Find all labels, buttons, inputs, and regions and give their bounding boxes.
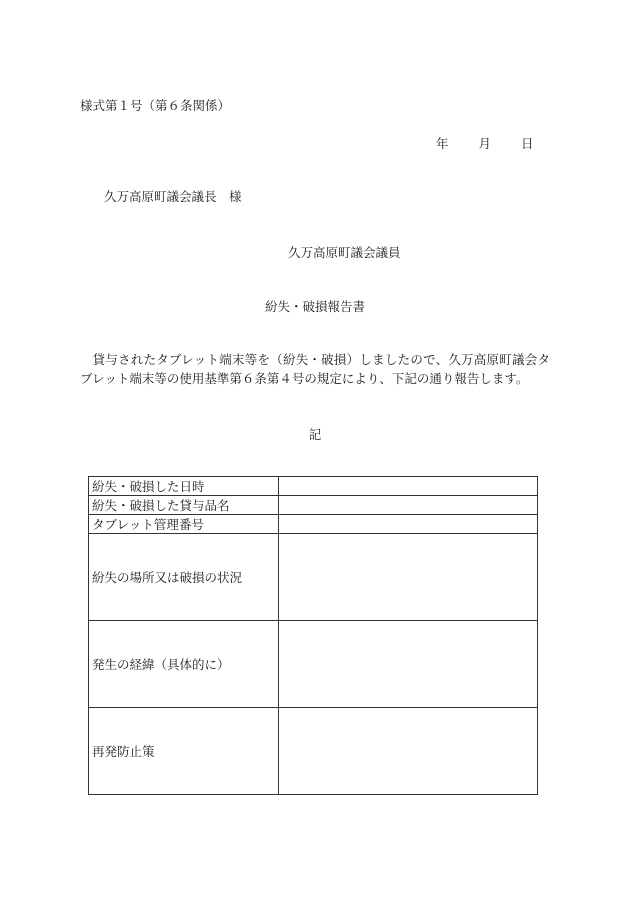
date-month-label: 月 [478, 136, 492, 151]
table-row [89, 621, 538, 708]
row-value-management-number[interactable] [279, 515, 538, 534]
row-label-management-number: タブレット管理番号 [89, 515, 279, 534]
date-day-label: 日 [521, 136, 534, 151]
row-label-prevention: 再発防止策 [89, 708, 279, 795]
table-row [89, 477, 538, 496]
table-row [89, 708, 538, 795]
document-title: 紛失・破損報告書 [264, 299, 365, 314]
row-value-datetime[interactable] [279, 477, 538, 496]
date-year-label: 年 [436, 136, 449, 151]
row-value-location-status[interactable] [279, 534, 538, 621]
addressee: 久万高原町議会議長 様 [104, 189, 242, 204]
date-line [436, 134, 534, 152]
report-table [88, 476, 538, 795]
ki-heading: 記 [308, 427, 322, 442]
row-value-item-name[interactable] [279, 496, 538, 515]
body-paragraph: 貸与されたタブレット端末等を（紛失・破損）しましたので、久万高原町議会タブレット端末等の使用基準第６条第４号の規定により、下記の通り報告します。 [80, 352, 550, 386]
row-label-location-status: 紛失の場所又は破損の状況 [89, 534, 279, 621]
table-row [89, 534, 538, 621]
row-value-prevention[interactable] [279, 708, 538, 795]
reporter: 久万高原町議会議員 [288, 245, 401, 260]
row-label-datetime: 紛失・破損した日時 [89, 477, 279, 496]
row-label-item-name: 紛失・破損した貸与品名 [89, 496, 279, 515]
table-row [89, 515, 538, 534]
table-row [89, 496, 538, 515]
row-label-circumstances: 発生の経緯（具体的に） [89, 621, 279, 708]
form-number: 様式第１号（第６条関係） [80, 98, 231, 113]
row-value-circumstances[interactable] [279, 621, 538, 708]
